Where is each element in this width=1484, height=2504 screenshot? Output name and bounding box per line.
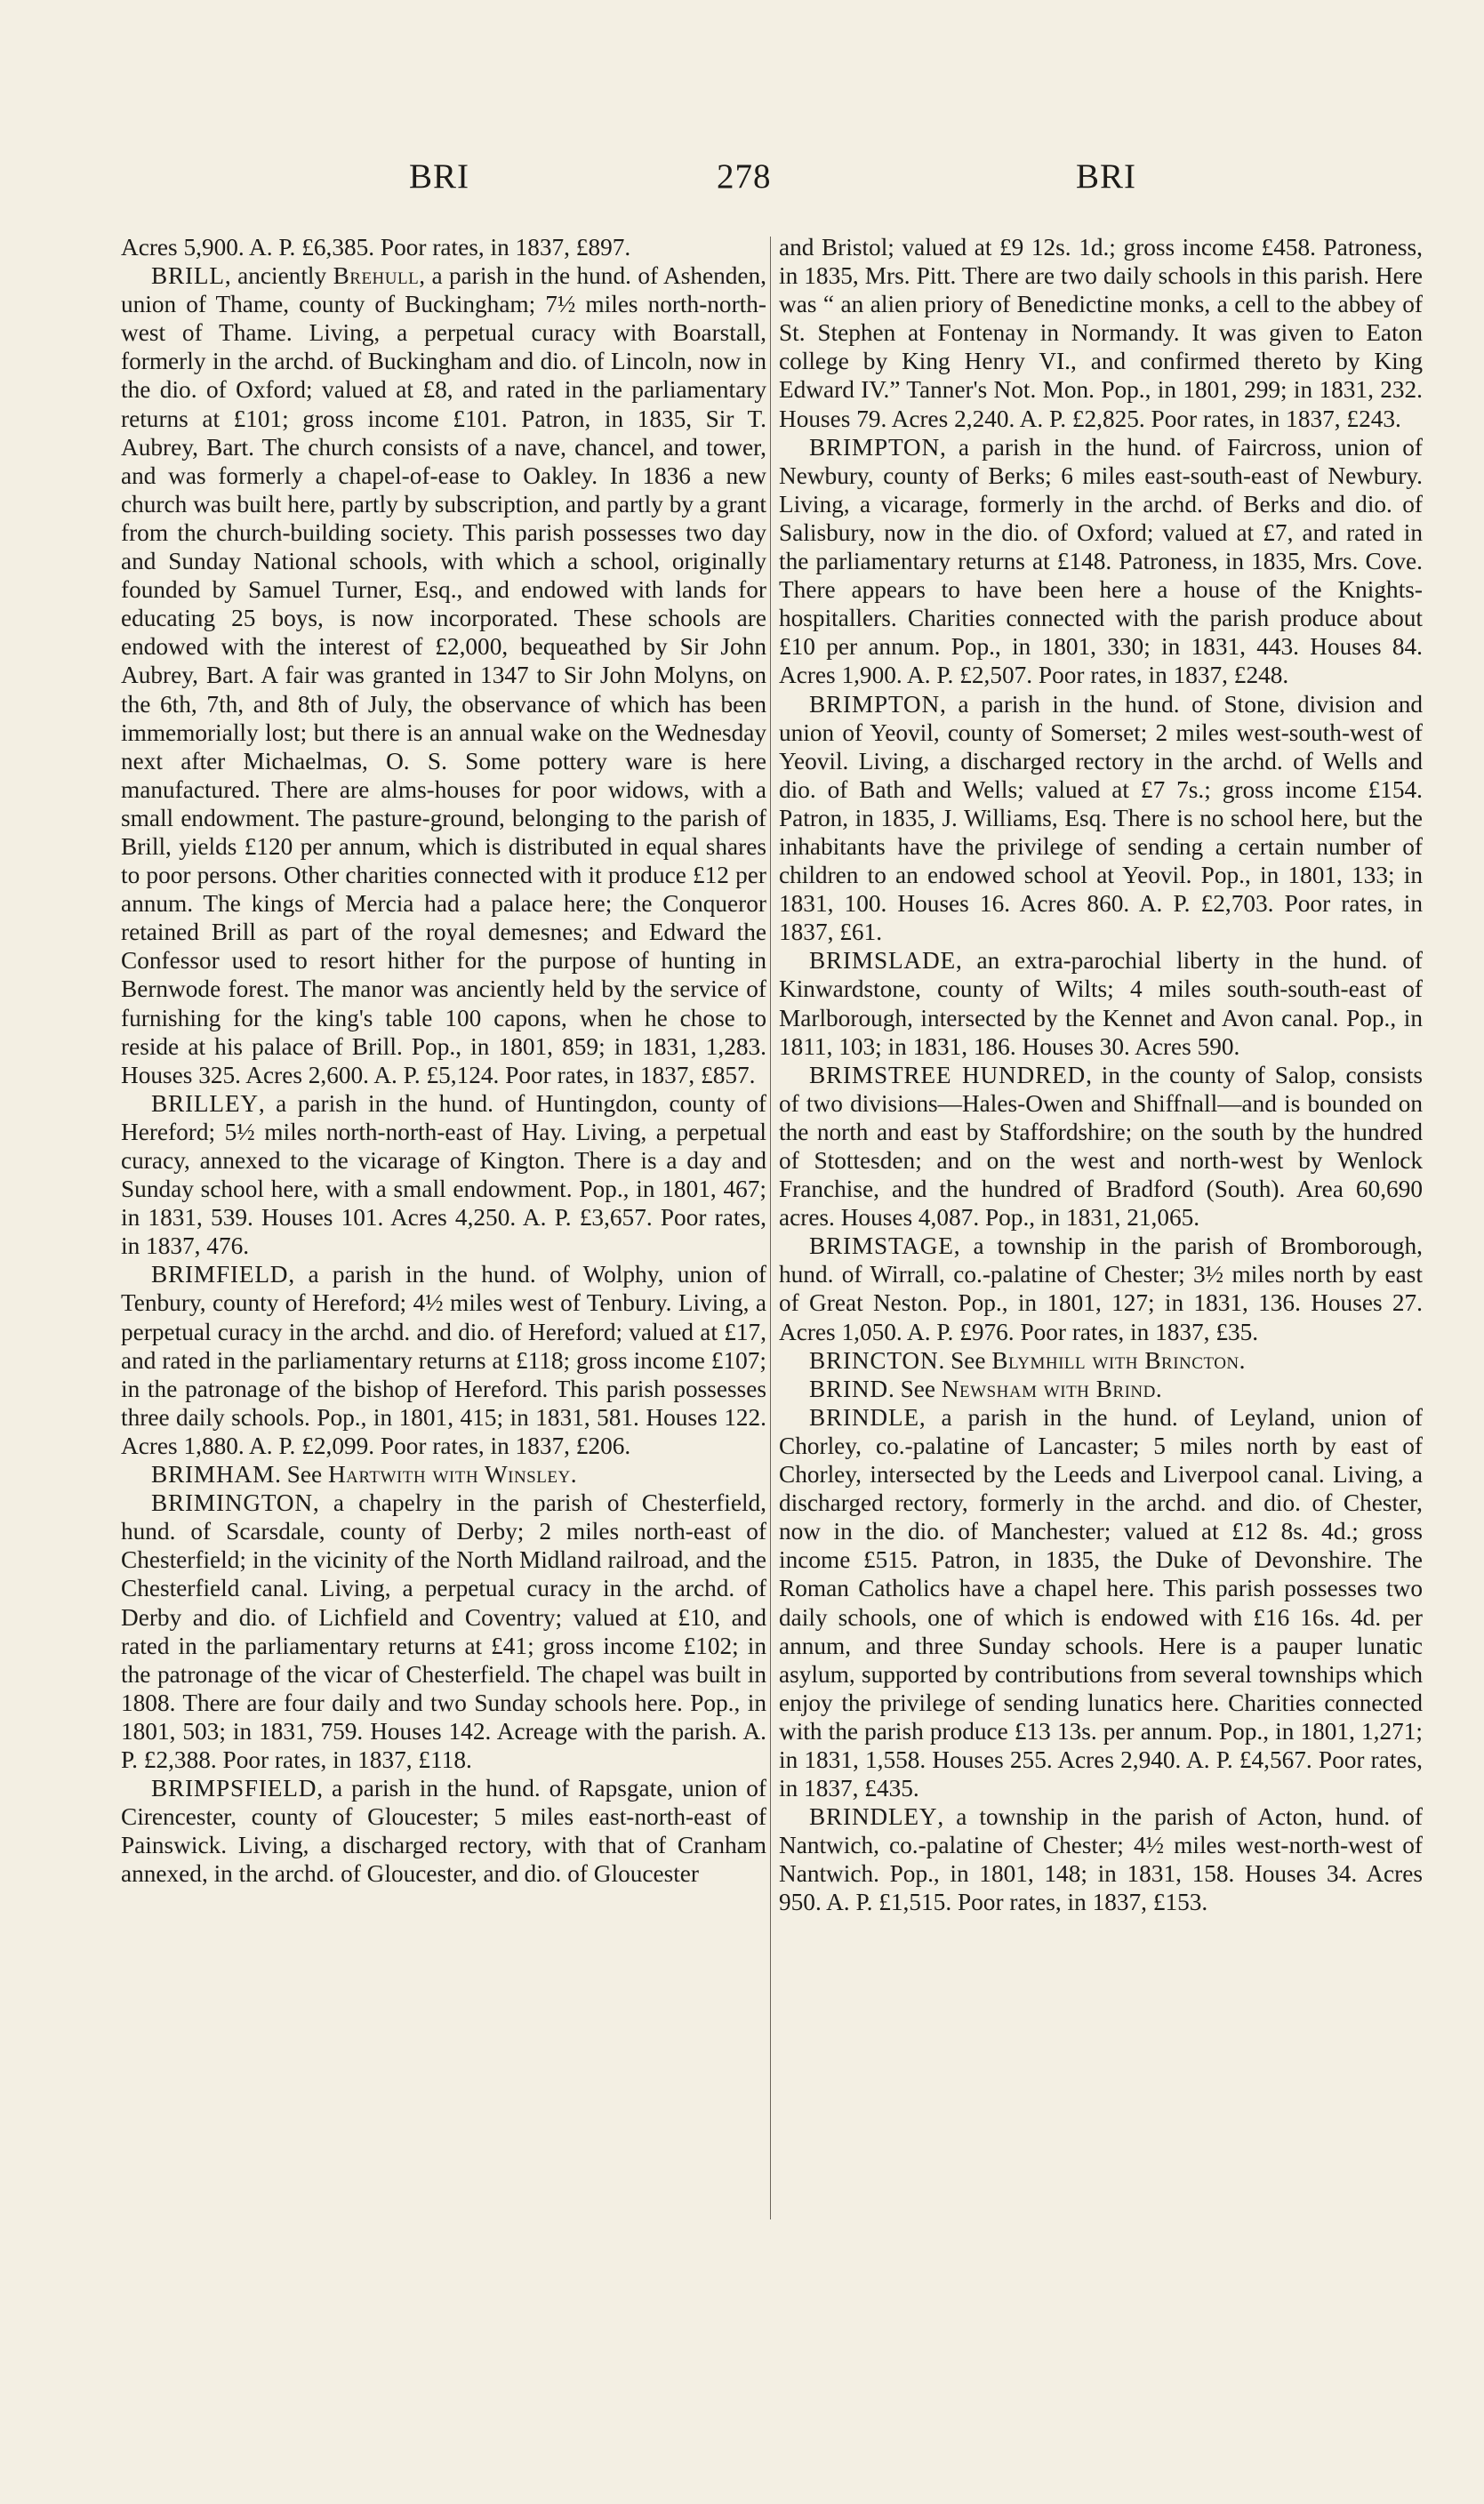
entry-text: , a parish in the hund. of Huntingdon, county of Hereford; 5½ miles north-north-east of Hay. Living, a perpetual curacy, annexed to the vicarage of Kington. There is a day and Sunday school here, with a small endowment. Pop., in 1801, 467; in 1831, 539. Houses 101. Acres 4,250. A. P. £3,657. Poor rates, in 1837, 476.: [121, 1089, 766, 1260]
entry-cross-reference: Brehull: [333, 262, 420, 290]
column-divider: [770, 237, 771, 2219]
entry-headword: BRIMPSFIELD: [151, 1775, 317, 1802]
entry-text: , a parish in the hund. of Ashenden, union of Thame, county of Buckingham; 7½ miles north-north-west of Thame. Living, a perpetual curacy with Boarstall, formerly in the archd. of Buckingham and dio. of Lincoln, now in the dio. of Oxford; valued at £8, and rated in the parliamentary returns at £101; gross income £101. Patron, in 1835, Sir T. Aubrey, Bart. The church consists of a nave, chancel, and tower, and was formerly a chapel-of-ease to Oakley. In 1836 a new church was built here, partly by subscription, and partly by a grant from the church-building society. This parish possesses two day and Sunday National schools, with which a school, originally founded by Samuel Turner, Esq., and endowed with lands for educating 25 boys, is now incorporated. These schools are endowed with the interest of £2,000, bequeathed by Sir John Aubrey, Bart. A fair was granted in 1347 to Sir John Molyns, on the 6th, 7th, and 8th of July, the observance of which has been immemorially lost; but there is an annual wake on the Wednesday next after Michaelmas, O. S. Some pottery ware is here manufactured. There are alms-houses for poor widows, with a small endowment. The pasture-ground, belonging to the parish of Brill, yields £120 per annum, which is distributed in equal shares to poor persons. Other charities connected with it produce £12 per annum. The kings of Mercia had a palace here; the Conqueror retained Brill as part of the royal demesnes; and Edward the Confessor used to resort hither for the purpose of hunting in Bernwode forest. The manor was anciently held by the service of furnishing for the king's table 100 capons, when he chose to reside at his palace of Brill. Pop., in 1801, 859; in 1831, 1,283. Houses 325. Acres 2,600. A. P. £5,124. Poor rates, in 1837, £857.: [121, 262, 766, 1088]
entry-cross-reference: Blymhill with Brincton: [991, 1346, 1239, 1374]
entry-text: . See: [887, 1375, 942, 1402]
entry-text: and Bristol; valued at £9 12s. 1d.; gross income £458. Patroness, in 1835, Mrs. Pitt. There are two daily schools in this parish. Here was “ an alien priory of Benedictine monks, a cell to the abbey of St. Stephen at Fontenay in Normandy. It was given to Eaton college by King Henry VI., and confirmed thereto by King Edward IV.” Tanner's Not. Mon. Pop., in 1801, 299; in 1831, 232. Houses 79. Acres 2,240. A. P. £2,825. Poor rates, in 1837, £243.: [779, 234, 1423, 432]
entry-text: . See: [938, 1346, 992, 1374]
page-number: 278: [717, 157, 772, 196]
entry-headword: BRILL: [151, 262, 225, 290]
entry-headword: BRIMHAM: [151, 1461, 276, 1489]
entry-brimstree-hundred: [779, 1061, 1423, 1232]
entry-continuation: [779, 233, 1423, 433]
entry-text: , a parish in the hund. of Rapsgate, union of Cirencester, county of Gloucester; 5 miles east-north-east of Painswick. Living, a discharged rectory, with that of Cranham annexed, in the archd. of Gloucester, and dio. of Gloucester: [121, 1775, 766, 1888]
entry-headword: BRILLEY: [151, 1089, 259, 1117]
entry-headword: BRINCTON: [809, 1346, 939, 1374]
entry-text: .: [1239, 1346, 1246, 1374]
right-column: [779, 233, 1423, 1917]
entry-text: , a parish in the hund. of Stone, division and union of Yeovil, county of Somerset; 2 miles west-south-west of Yeovil. Living, a discharged rectory in the archd. of Wells and dio. of Bath and Wells; valued at £7 7s.; gross income £154. Patron, in 1835, J. Williams, Esq. There is no school here, but the inhabitants have the privilege of sending a certain number of children to an endowed school at Yeovil. Pop., in 1801, 133; in 1831, 100. Houses 16. Acres 860. A. P. £2,703. Poor rates, in 1837, £61.: [779, 690, 1423, 946]
entry-text: , a parish in the hund. of Leyland, union of Chorley, co.-palatine of Lancaster; 5 miles north by east of Chorley, intersected by the Leeds and Liverpool canal. Living, a discharged rectory, formerly in the archd. and dio. of Chester, now in the dio. of Manchester; valued at £12 8s. 4d.; gross income £515. Patron, in 1835, the Duke of Devonshire. The Roman Catholics have a chapel here. This parish possesses two daily schools, one of which is endowed with £16 16s. 4d. per annum, and three Sunday schools. Here is a pauper lunatic asylum, supported by contributions from several townships which enjoy the privilege of sending lunatics here. Charities connected with the parish produce £13 13s. per annum. Pop., in 1801, 1,271; in 1831, 1,558. Houses 255. Acres 2,940. A. P. £4,567. Poor rates, in 1837, £435.: [779, 1403, 1423, 1802]
entry-brindle: [779, 1403, 1423, 1802]
entry-headword: BRIMFIELD: [151, 1261, 289, 1288]
entry-brill: [121, 261, 766, 1089]
entry-brimstage: [779, 1232, 1423, 1345]
entry-headword: BRINDLEY: [809, 1803, 938, 1831]
entry-brimpton-somerset: [779, 690, 1423, 947]
entry-headword: BRIMPTON: [809, 433, 940, 461]
entry-text: , an extra-parochial liberty in the hund. of Kinwardstone, county of Wilts; 4 miles south-south-east of Marlborough, intersected by the Kennet and Avon canal. Pop., in 1811, 103; in 1831, 186. Houses 30. Acres 590.: [779, 947, 1423, 1060]
entry-text: , a parish in the hund. of Faircross, union of Newbury, county of Berks; 6 miles east-south-east of Newbury. Living, a vicarage, formerly in the archd. of Berks and dio. of Salisbury, now in the dio. of Oxford; valued at £7, and rated in the parliamentary returns at £148. Patroness, in 1835, Mrs. Cove. There appears to have been here a house of the Knights-hospitallers. Charities connected with the parish produce about £10 per annum. Pop., in 1801, 330; in 1831, 443. Houses 84. Acres 1,900. A. P. £2,507. Poor rates, in 1837, £248.: [779, 433, 1423, 689]
entry-text: , a township in the parish of Bromborough, hund. of Wirrall, co.-palatine of Chester; 3½ miles north by east of Great Neston. Pop., in 1801, 127; in 1831, 136. Houses 27. Acres 1,050. A. P. £976. Poor rates, in 1837, £35.: [779, 1232, 1423, 1345]
entry-continuation: [121, 233, 766, 261]
entry-brindley: [779, 1802, 1423, 1916]
entry-text: . See: [275, 1461, 328, 1489]
entry-brilley: [121, 1089, 766, 1261]
entry-headword: BRIMPTON: [809, 690, 940, 718]
entry-headword: BRIMSTAGE: [809, 1232, 954, 1260]
header-left-guide-word: BRI: [409, 157, 470, 196]
entry-text: , a chapelry in the parish of Chesterfield, hund. of Scarsdale, county of Derby; 2 miles north-east of Chesterfield; in the vicinity of the North Midland railroad, and the Chesterfield canal. Living, a perpetual curacy in the archd. of Derby and dio. of Lichfield and Coventry; valued at £10, and rated in the parliamentary returns at £41; gross income £102; in the patronage of the vicar of Chesterfield. The chapel was built in 1808. There are four daily and two Sunday schools here. Pop., in 1801, 503; in 1831, 759. Houses 142. Acreage with the parish. A. P. £2,388. Poor rates, in 1837, £118.: [121, 1489, 766, 1773]
entry-text: .: [1155, 1375, 1162, 1402]
entry-brimslade: [779, 946, 1423, 1060]
entry-cross-reference: Newsham with Brind: [941, 1375, 1156, 1402]
entry-text: , a township in the parish of Acton, hund. of Nantwich, co.-palatine of Chester; 4½ miles west-north-west of Nantwich. Pop., in 1801, 148; in 1831, 158. Houses 34. Acres 950. A. P. £1,515. Poor rates, in 1837, £153.: [779, 1803, 1423, 1916]
entry-brind: [779, 1375, 1423, 1403]
entry-headword: BRIMSLADE: [809, 947, 956, 975]
entry-brimington: [121, 1489, 766, 1774]
entry-text: .: [570, 1461, 577, 1489]
entry-text: , in the county of Salop, consists of two divisions—Hales-Owen and Shiffnall—and is bounded on the north and east by Staffordshire; on the south by the hundred of Stottesden; and on the west and north-west by Wenlock Franchise, and the hundred of Bradford (South). Area 60,690 acres. Houses 4,087. Pop., in 1831, 21,065.: [779, 1061, 1423, 1232]
header-right-guide-word: BRI: [1076, 157, 1137, 196]
entry-headword: BRIMSTREE HUNDRED: [809, 1061, 1087, 1088]
entry-brimfield: [121, 1260, 766, 1460]
entry-text: , anciently: [224, 262, 333, 290]
left-column: [121, 233, 766, 1888]
entry-headword: BRIND: [809, 1375, 888, 1402]
entry-brimpsfield: [121, 1774, 766, 1888]
running-header: [0, 156, 1484, 201]
entry-headword: BRINDLE: [809, 1403, 919, 1431]
entry-cross-reference: Hartwith with Winsley: [327, 1461, 571, 1489]
entry-brincton: [779, 1346, 1423, 1375]
entry-text: Acres 5,900. A. P. £6,385. Poor rates, in 1837, £897.: [121, 234, 631, 261]
entry-text: , a parish in the hund. of Wolphy, union of Tenbury, county of Hereford; 4½ miles west of Tenbury. Living, a perpetual curacy in the archd. and dio. of Hereford; valued at £17, and rated in the parliamentary returns at £118; gross income £107; in the patronage of the bishop of Hereford. This parish possesses three daily schools. Pop., in 1801, 415; in 1831, 581. Houses 122. Acres 1,880. A. P. £2,099. Poor rates, in 1837, £206.: [121, 1261, 766, 1459]
entry-headword: BRIMINGTON: [151, 1489, 313, 1517]
entry-brimham: [121, 1460, 766, 1489]
entry-brimpton-berks: [779, 433, 1423, 690]
